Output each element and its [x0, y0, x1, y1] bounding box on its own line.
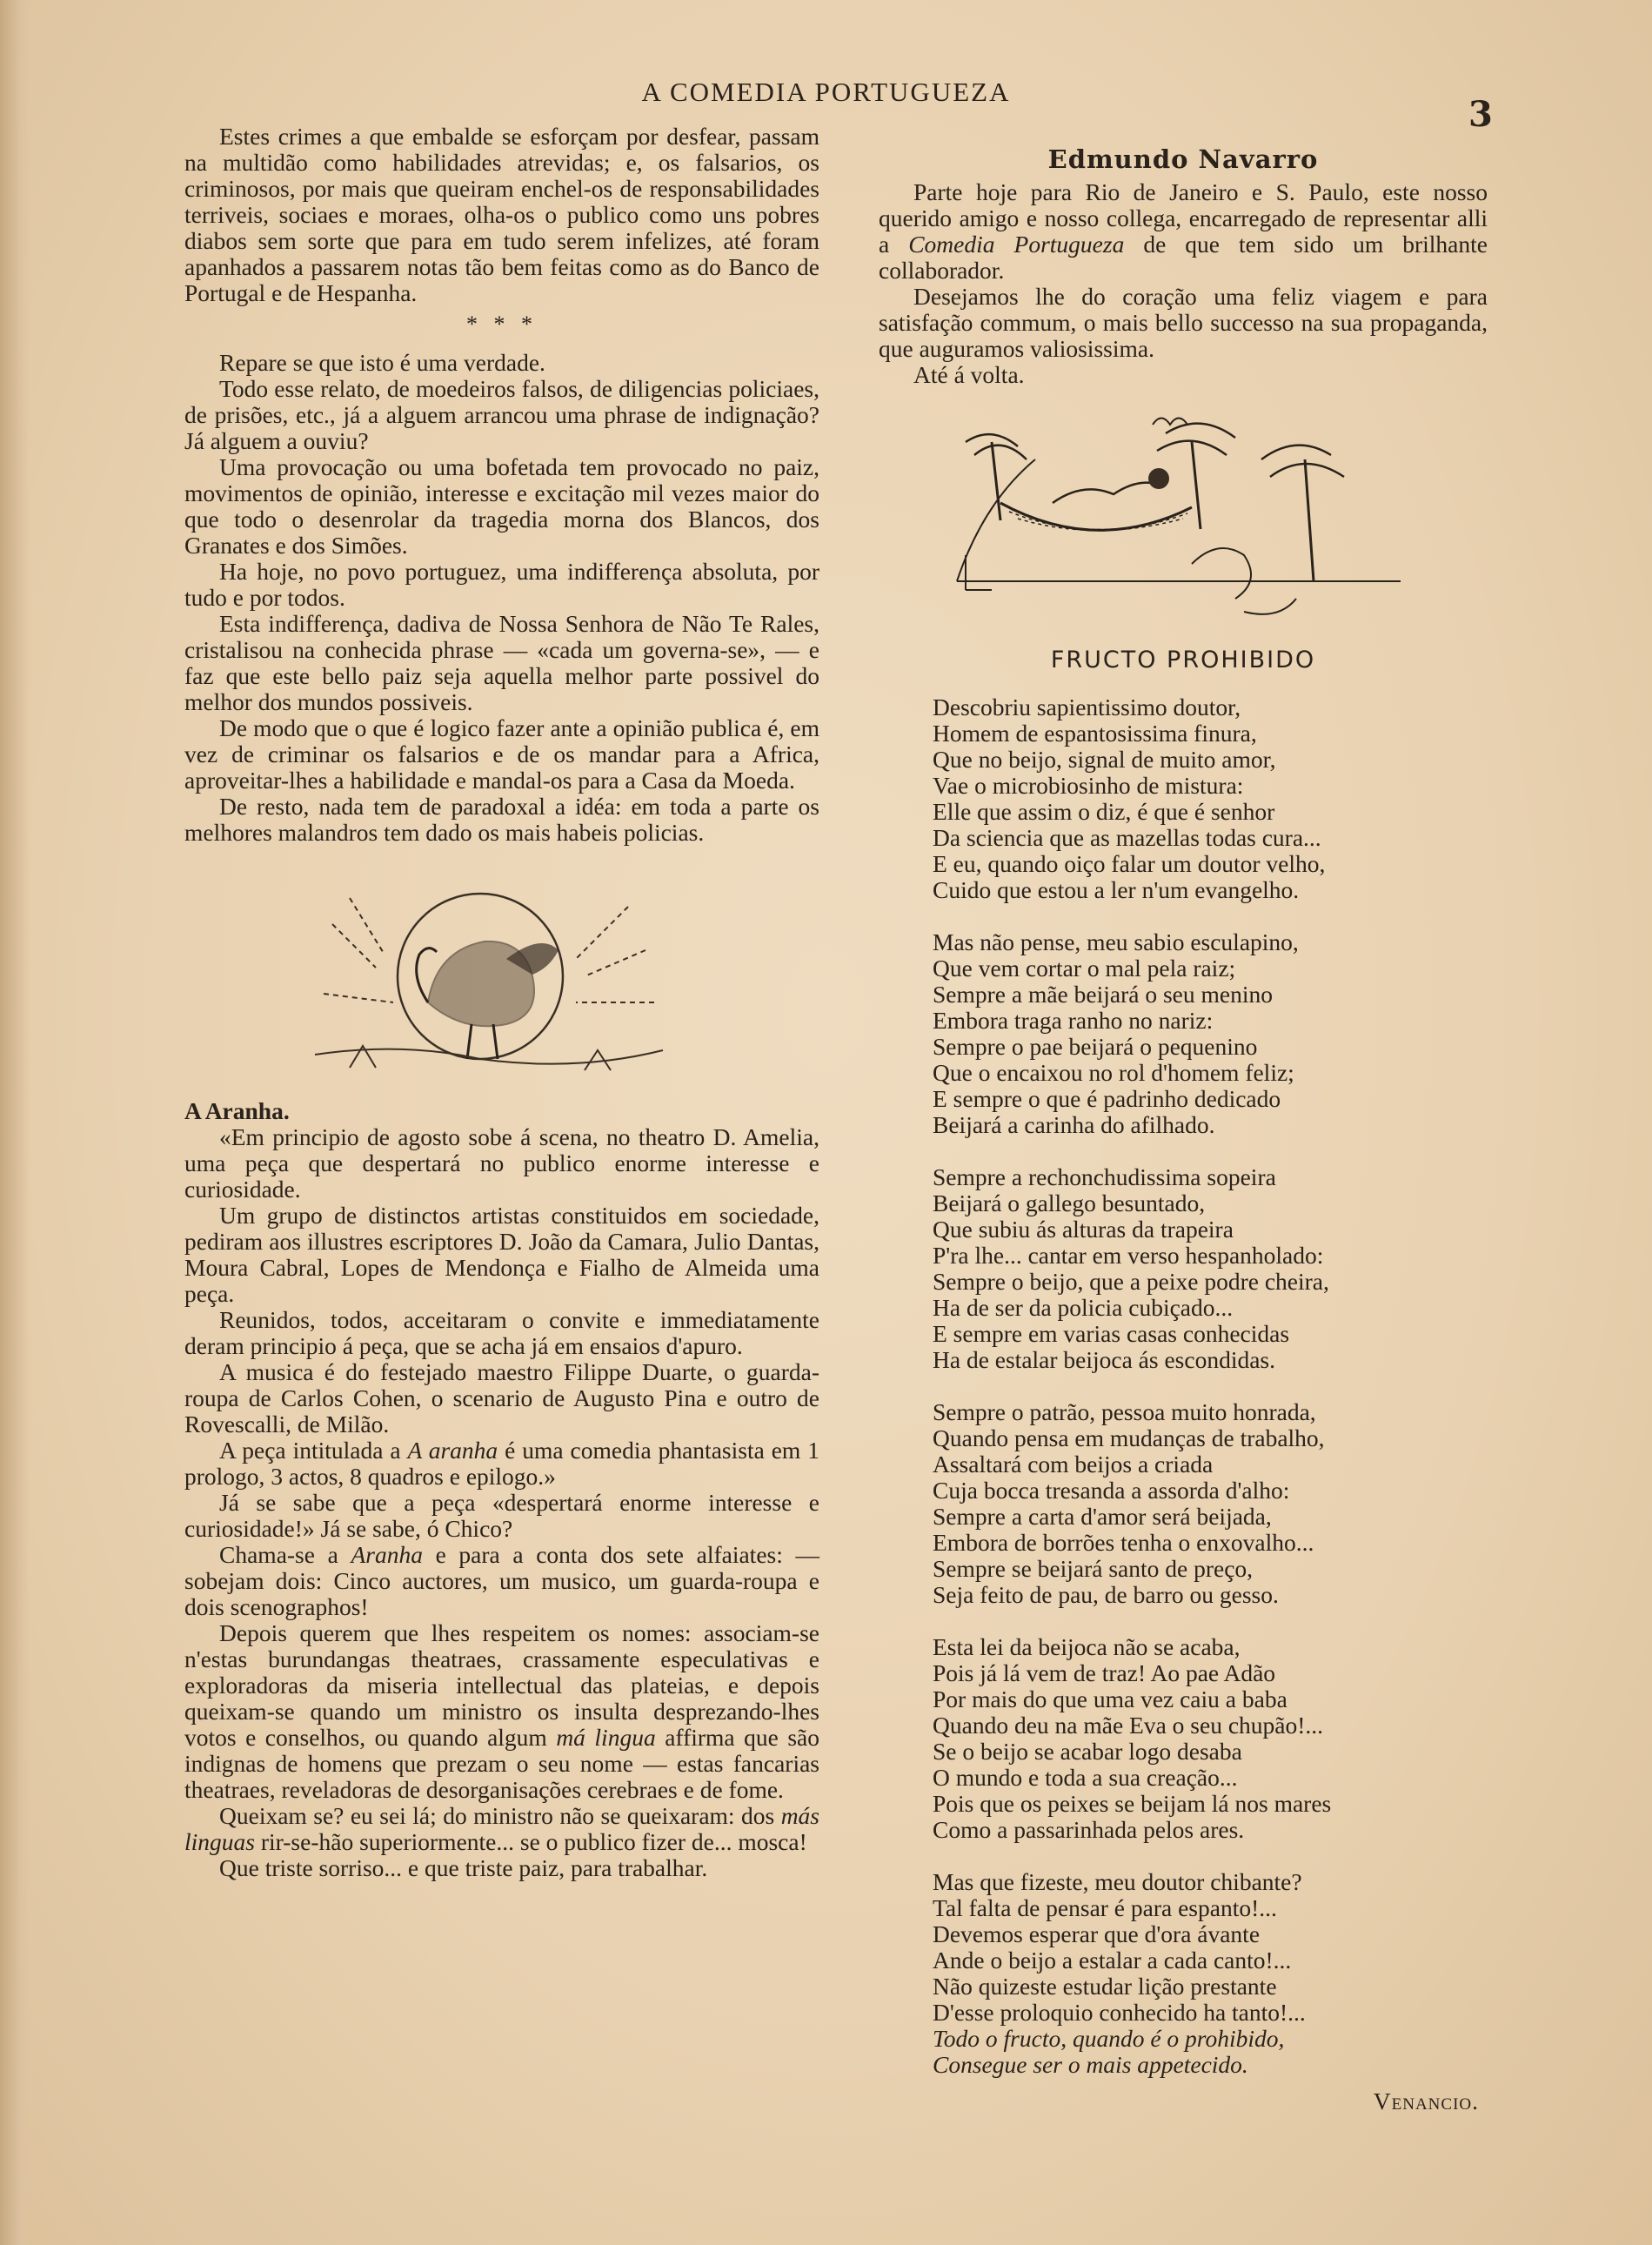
poem-stanza: [879, 694, 1488, 903]
poem-line: Cuido que estou a ler n'um evangelho.: [933, 876, 1300, 903]
poem-line: Esta lei da beijoca não se acaba,: [933, 1633, 1241, 1660]
italic-phrase: má lingua: [556, 1724, 656, 1751]
poem-line: D'esse proloquio conhecido ha tanto!...: [933, 1999, 1306, 2026]
poem-stanza: [879, 1164, 1488, 1373]
poem-stanza: [879, 929, 1488, 1138]
poem-line: Mas que fizeste, meu doutor chibante?: [933, 1868, 1302, 1895]
poem-line: Beijará o gallego besuntado,: [933, 1190, 1206, 1216]
hammock-illustration: [931, 407, 1418, 625]
poem-line: E eu, quando oiço falar um doutor velho,: [933, 850, 1326, 877]
masthead-title: A COMEDIA PORTUGUEZA: [641, 77, 1011, 107]
poem-line: Pois que os peixes se beijam lá nos mares: [933, 1790, 1332, 1817]
text-run: e para a conta dos sete alfaiates: — sobejam dois: Cinco auctores, um musico, um guarda-roupa e dois scenographos!: [184, 1541, 819, 1620]
poem-stanza: [879, 1399, 1488, 1608]
poem-line: Se o beijo se acabar logo desaba: [933, 1738, 1242, 1765]
aranha-paragraph: [184, 1620, 819, 1803]
article-paragraph: Ha hoje, no povo portuguez, uma indifferença absoluta, por tudo e por todos.: [184, 558, 819, 611]
poem-line: Que subiu ás alturas da trapeira: [933, 1216, 1234, 1243]
article-paragraph: [879, 179, 1488, 284]
poem-line: Sempre o patrão, pessoa muito honrada,: [933, 1398, 1316, 1425]
poem-line: Devemos esperar que d'ora ávante: [933, 1920, 1261, 1947]
poem-line: Sempre a rechonchudissima sopeira: [933, 1163, 1276, 1190]
poem-line: Que no beijo, signal de muito amor,: [933, 746, 1276, 773]
poem-line: Embora de borrões tenha o enxovalho...: [933, 1529, 1314, 1556]
text-run: rir-se-hão superiormente... se o publico fizer de... mosca!: [254, 1828, 807, 1855]
aranha-paragraph: Já se sabe que a peça «despertará enorme interesse e curiosidade!» Já se sabe, ó Chico?: [184, 1489, 819, 1542]
page-number: 3: [1468, 94, 1493, 135]
poem-line: Vae o microbiosinho de mistura:: [933, 772, 1244, 799]
poem-stanza: [879, 1634, 1488, 1843]
article-paragraph: De modo que o que é logico fazer ante a opinião publica é, em vez de criminar os falsarios e de os mandar para a Africa, aproveitar-lhes a habilidade e mandal-os para a Casa da Moeda.: [184, 714, 819, 794]
article-paragraph: De resto, nada tem de paradoxal a idéa: em toda a parte os melhores malandros tem dado os mais habeis policias.: [184, 793, 819, 846]
article-paragraph: Desejamos lhe do coração uma feliz viagem e para satisfação commum, o mais bello successo na sua propaganda, que auguramos valiosissima.: [879, 283, 1488, 362]
poem-line: Tal falta de pensar é para espanto!...: [933, 1894, 1277, 1921]
poem-line: Sempre o pae beijará o pequenino: [933, 1033, 1258, 1060]
text-run: Chama-se a: [219, 1541, 351, 1568]
poem-line-italic: Consegue ser o mais appetecido.: [933, 2051, 1248, 2078]
text-run: affirma que são indignas de homens que prezam o seu nome — estas fancarias theatraes, reveladoras de desorganisações cerebraes e de fome.: [184, 1724, 819, 1803]
left-column: [184, 124, 819, 1881]
text-run: Depois querem que lhes respeitem os nomes: associam-se n'estas burundangas theatraes, crassamente especulativas e exploradoras da miseria intellectual das plateias, e depois queixam-se quando um ministro os insulta desprezando-lhes votos e conselhos, ou quando algum: [184, 1619, 819, 1751]
poem-title: FRUCTO PROHIBIDO: [1050, 647, 1316, 674]
poem-stanza-final: [879, 1869, 1488, 2114]
italic-title: A aranha: [407, 1437, 498, 1464]
aranha-paragraph: Um grupo de distinctos artistas constituidos em sociedade, pediram aos illustres escriptores D. João da Camara, Julio Dantas, Moura Cabral, Lopes de Mendonça e Fialho de Almeida uma peça.: [184, 1202, 819, 1307]
article-paragraph: Uma provocação ou uma bofetada tem provocado no paiz, movimentos de opinião, interesse e excitação mil vezes maior do que todo o desenrolar da tragedia morna dos Blancos, dos Granates e dos Simões.: [184, 453, 819, 559]
poem-line: Ande o beijo a estalar a cada canto!...: [933, 1947, 1292, 1974]
italic-phrase: más linguas: [184, 1802, 819, 1855]
poem-line: Como a passarinhada pelos ares.: [933, 1816, 1245, 1843]
right-column: [879, 146, 1488, 2141]
article-paragraph: Até á volta.: [913, 361, 1025, 388]
poem-line: Ha de ser da policia cubiçado...: [933, 1294, 1234, 1321]
text-run: A peça intitulada a: [219, 1437, 408, 1464]
poem-line: Sempre o beijo, que a peixe podre cheira,: [933, 1268, 1329, 1295]
aranha-heading: A Aranha.: [184, 1097, 290, 1124]
article-paragraph: Esta indifferença, dadiva de Nossa Senhora de Não Te Rales, cristalisou na conhecida phrase — «cada um governa-se», — e faz que este bello paiz seja aquella melhor parte possivel do melhor dos mundos possiveis.: [184, 610, 819, 715]
italic-title: Aranha: [351, 1541, 423, 1568]
poem-line: Que o encaixou no rol d'homem feliz;: [933, 1059, 1294, 1086]
poem-line: Quando deu na mãe Eva o seu chupão!...: [933, 1712, 1324, 1739]
poem-line: Seja feito de pau, de barro ou gesso.: [933, 1581, 1279, 1608]
poem-line: Homem de espantosissima finura,: [933, 720, 1257, 747]
article-paragraph: Repare se que isto é uma verdade.: [219, 349, 545, 376]
poem-line: P'ra lhe... cantar em verso hespanholado:: [933, 1242, 1324, 1269]
text-run: Queixam se? eu sei lá; do ministro não se queixaram: dos: [219, 1802, 781, 1829]
section-separator: * * *: [466, 312, 538, 337]
poem-line: Embora traga ranho no nariz:: [933, 1007, 1214, 1034]
aranha-paragraph: [184, 1542, 819, 1620]
poem-line: Assaltará com beijos a criada: [933, 1451, 1214, 1478]
rooster-illustration: [298, 872, 680, 1081]
text-run: Parte hoje para Rio de Janeiro e S. Paulo, este nosso querido amigo e nosso collega, encarregado de representar alli a: [879, 178, 1488, 258]
aranha-paragraph: Reunidos, todos, acceitaram o convite e immediatamente deram principio á peça, que se acha já em ensaios d'apuro.: [184, 1306, 819, 1359]
aranha-paragraph: A musica é do festejado maestro Filippe Duarte, o guarda-roupa de Carlos Cohen, o scenario de Augusto Pina e outro de Rovescalli, de Milão.: [184, 1358, 819, 1437]
poem-line: E sempre em varias casas conhecidas: [933, 1320, 1290, 1347]
poem-line: Beijará a carinha do afilhado.: [933, 1111, 1215, 1138]
text-run: é uma comedia phantasista em 1 prologo, 3 actos, 8 quadros e epilogo.»: [184, 1437, 819, 1490]
author-signature: Venancio.: [1373, 2088, 1479, 2114]
text-run: de que tem sido um brilhante collaborador.: [879, 231, 1488, 284]
poem-line: Por mais do que uma vez caiu a baba: [933, 1685, 1287, 1712]
italic-title: Comedia Portugueza: [908, 231, 1125, 258]
aranha-paragraph: Que triste sorriso... e que triste paiz, para trabalhar.: [219, 1854, 708, 1881]
poem-line: E sempre o que é padrinho dedicado: [933, 1085, 1281, 1112]
article-title: Edmundo Navarro: [1047, 144, 1319, 174]
poem-line: Que vem cortar o mal pela raiz;: [933, 955, 1236, 982]
poem-line-italic: Todo o fructo, quando é o prohibido,: [933, 2025, 1285, 2052]
poem-line: Quando pensa em mudanças de trabalho,: [933, 1424, 1325, 1451]
poem-line: Elle que assim o diz, é que é senhor: [933, 798, 1275, 825]
poem-line: Mas não pense, meu sabio esculapino,: [933, 928, 1299, 955]
aranha-paragraph: [184, 1437, 819, 1490]
poem-line: Cuja bocca tresanda a assorda d'alho:: [933, 1477, 1290, 1504]
aranha-paragraph: «Em principio de agosto sobe á scena, no theatro D. Amelia, uma peça que despertará no publico enorme interesse e curiosidade.: [184, 1123, 819, 1203]
poem-line: Não quizeste estudar lição prestante: [933, 1973, 1277, 2000]
poem-line: Sempre a mãe beijará o seu menino: [933, 981, 1273, 1008]
intro-paragraph: Estes crimes a que embalde se esforçam por desfear, passam na multidão como habilidades atrevidas; e, os falsarios, os criminosos, por mais que queiram enchel-os de responsabilidades terriveis, sociaes e moraes, olha-os o publico como uns pobres diabos sem sorte que para em tudo serem infelizes, até foram apanhados a passarem notas tão bem feitas como as do Banco de Portugal e de Hespanha.: [184, 123, 819, 306]
poem-line: Sempre se beijará santo de preço,: [933, 1555, 1254, 1582]
poem-line: Da sciencia que as mazellas todas cura...: [933, 824, 1321, 851]
poem-line: Descobriu sapientissimo doutor,: [933, 694, 1241, 720]
page-edge: [0, 0, 30, 2245]
poem-line: Pois já lá vem de traz! Ao pae Adão: [933, 1659, 1276, 1686]
poem-line: O mundo e toda a sua creação...: [933, 1764, 1238, 1791]
aranha-paragraph: [184, 1803, 819, 1855]
article-paragraph: Todo esse relato, de moedeiros falsos, de diligencias policiaes, de prisões, etc., já a alguem arrancou uma phrase de indignação? Já alguem a ouviu?: [184, 375, 819, 454]
poem-line: Ha de estalar beijoca ás escondidas.: [933, 1346, 1275, 1373]
poem-line: Sempre a carta d'amor será beijada,: [933, 1503, 1272, 1530]
